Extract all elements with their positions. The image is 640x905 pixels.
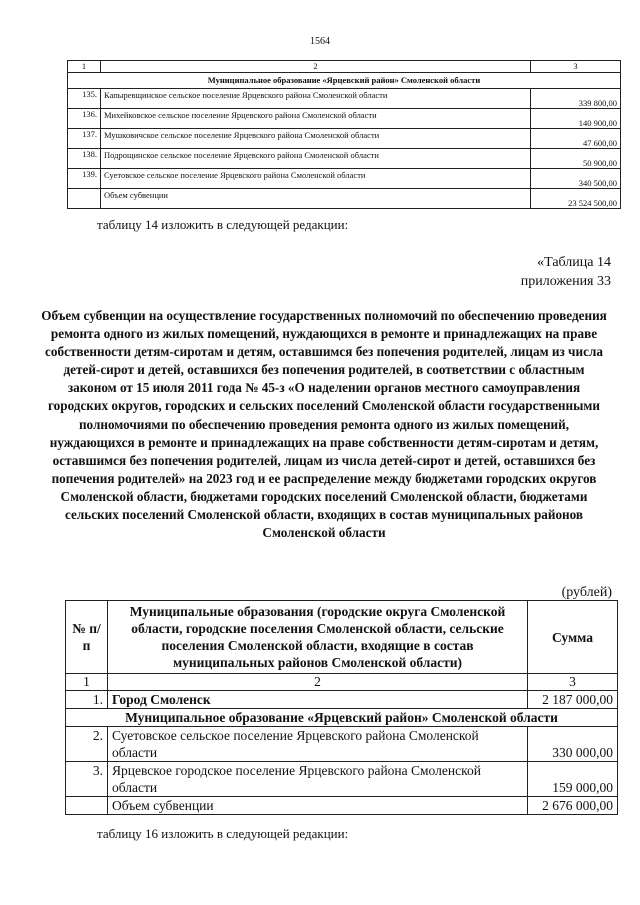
caption-line-2: приложения 33 bbox=[520, 274, 611, 289]
table-row bbox=[68, 129, 621, 149]
units-label: (рублей) bbox=[561, 585, 612, 600]
row-number: 138. bbox=[68, 149, 101, 169]
table-row bbox=[66, 727, 618, 762]
header-number: № п/п bbox=[66, 601, 108, 674]
caption-line-1: «Таблица 14 bbox=[537, 255, 611, 270]
row-number: 2. bbox=[66, 727, 108, 762]
row-number: 135. bbox=[68, 89, 101, 109]
table-prev-distribution bbox=[67, 60, 621, 209]
row-name: Суетовское сельское поселение Ярцевского района Смоленской области bbox=[101, 169, 531, 189]
table-caption bbox=[521, 253, 611, 291]
group-row bbox=[66, 709, 618, 727]
table-row bbox=[68, 149, 621, 169]
row-number: 136. bbox=[68, 109, 101, 129]
table-14 bbox=[65, 600, 618, 815]
row-name: Мушковичское сельское поселение Ярцевского района Смоленской области bbox=[101, 129, 531, 149]
row-number: 3. bbox=[66, 762, 108, 797]
col-index-3: 3 bbox=[531, 61, 621, 73]
table-row bbox=[66, 762, 618, 797]
row-sum: 2 187 000,00 bbox=[528, 691, 618, 709]
table-row bbox=[68, 89, 621, 109]
page-number: 1564 bbox=[310, 36, 330, 47]
row-number: 137. bbox=[68, 129, 101, 149]
row-sum: 330 000,00 bbox=[528, 727, 618, 762]
table-row bbox=[68, 109, 621, 129]
row-name: Михейковское сельское поселение Ярцевского района Смоленской области bbox=[101, 109, 531, 129]
header-sum: Сумма bbox=[528, 601, 618, 674]
table-index-row bbox=[66, 674, 618, 691]
col-index-3: 3 bbox=[528, 674, 618, 691]
total-row bbox=[66, 797, 618, 815]
row-name: Капыревщинское сельское поселение Ярцевского района Смоленской области bbox=[101, 89, 531, 109]
row-name: Подрощинское сельское поселение Ярцевского района Смоленской области bbox=[101, 149, 531, 169]
row-sum: 340 500,00 bbox=[531, 169, 621, 189]
total-sum: 23 524 500,00 bbox=[531, 189, 621, 209]
total-label: Объем субвенции bbox=[101, 189, 531, 209]
table-row bbox=[68, 169, 621, 189]
table-index-row bbox=[68, 61, 621, 73]
instruction-table-14: таблицу 14 изложить в следующей редакции: bbox=[97, 217, 349, 232]
row-sum: 47 600,00 bbox=[531, 129, 621, 149]
row-number: 1. bbox=[66, 691, 108, 709]
empty-cell bbox=[66, 797, 108, 815]
group-row bbox=[68, 73, 621, 89]
document-title: Объем субвенции на осуществление государственных полномочий по обеспечению проведения ремонта одного из жилых помещений, нуждающихся в ремонте и принадлежащих на праве собственности детям-сиротам и детям, оставшимся без попечения родителей, лицам из числа детей-сирот и детей, оставшихся без попечения родителей, в соответствии с областным законом от 15 июля 2011 года № 45-з «О наделении органов местного самоуправления городских округов, городских и сельских поселений Смоленской области государственными полномочиями по обеспечению проведения ремонта одного из жилых помещений, нуждающихся в ремонте и принадлежащих на праве собственности детям-сиротам и детям, оставшимся без попечения родителей, лицам из числа детей-сирот и детей, оставшихся без попечения родителей» на 2023 год и ее распределение между бюджетами городских округов Смоленской области, бюджетами городских поселений Смоленской области, бюджетами сельских поселений Смоленской области, входящих в состав муниципальных районов Смоленской области bbox=[41, 308, 607, 541]
header-municipality: Муниципальные образования (городские округа Смоленской области, городские поселения Смоленской области, сельские поселения Смоленской области, входящие в состав муниципальных районов Смоленской области) bbox=[108, 601, 528, 674]
total-row bbox=[68, 189, 621, 209]
col-index-1: 1 bbox=[68, 61, 101, 73]
row-number: 139. bbox=[68, 169, 101, 189]
row-name: Ярцевское городское поселение Ярцевского района Смоленской области bbox=[108, 762, 528, 797]
row-sum: 339 800,00 bbox=[531, 89, 621, 109]
table-header-row bbox=[66, 601, 618, 674]
group-title: Муниципальное образование «Ярцевский район» Смоленской области bbox=[68, 73, 621, 89]
col-index-1: 1 bbox=[66, 674, 108, 691]
col-index-2: 2 bbox=[101, 61, 531, 73]
total-sum: 2 676 000,00 bbox=[528, 797, 618, 815]
row-name: Суетовское сельское поселение Ярцевского района Смоленской области bbox=[108, 727, 528, 762]
empty-cell bbox=[68, 189, 101, 209]
row-sum: 159 000,00 bbox=[528, 762, 618, 797]
instruction-table-16: таблицу 16 изложить в следующей редакции: bbox=[97, 826, 349, 841]
row-name: Город Смоленск bbox=[108, 691, 528, 709]
table-row bbox=[66, 691, 618, 709]
row-sum: 50 900,00 bbox=[531, 149, 621, 169]
group-title: Муниципальное образование «Ярцевский район» Смоленской области bbox=[66, 709, 618, 727]
total-label: Объем субвенции bbox=[108, 797, 528, 815]
row-sum: 140 900,00 bbox=[531, 109, 621, 129]
col-index-2: 2 bbox=[108, 674, 528, 691]
